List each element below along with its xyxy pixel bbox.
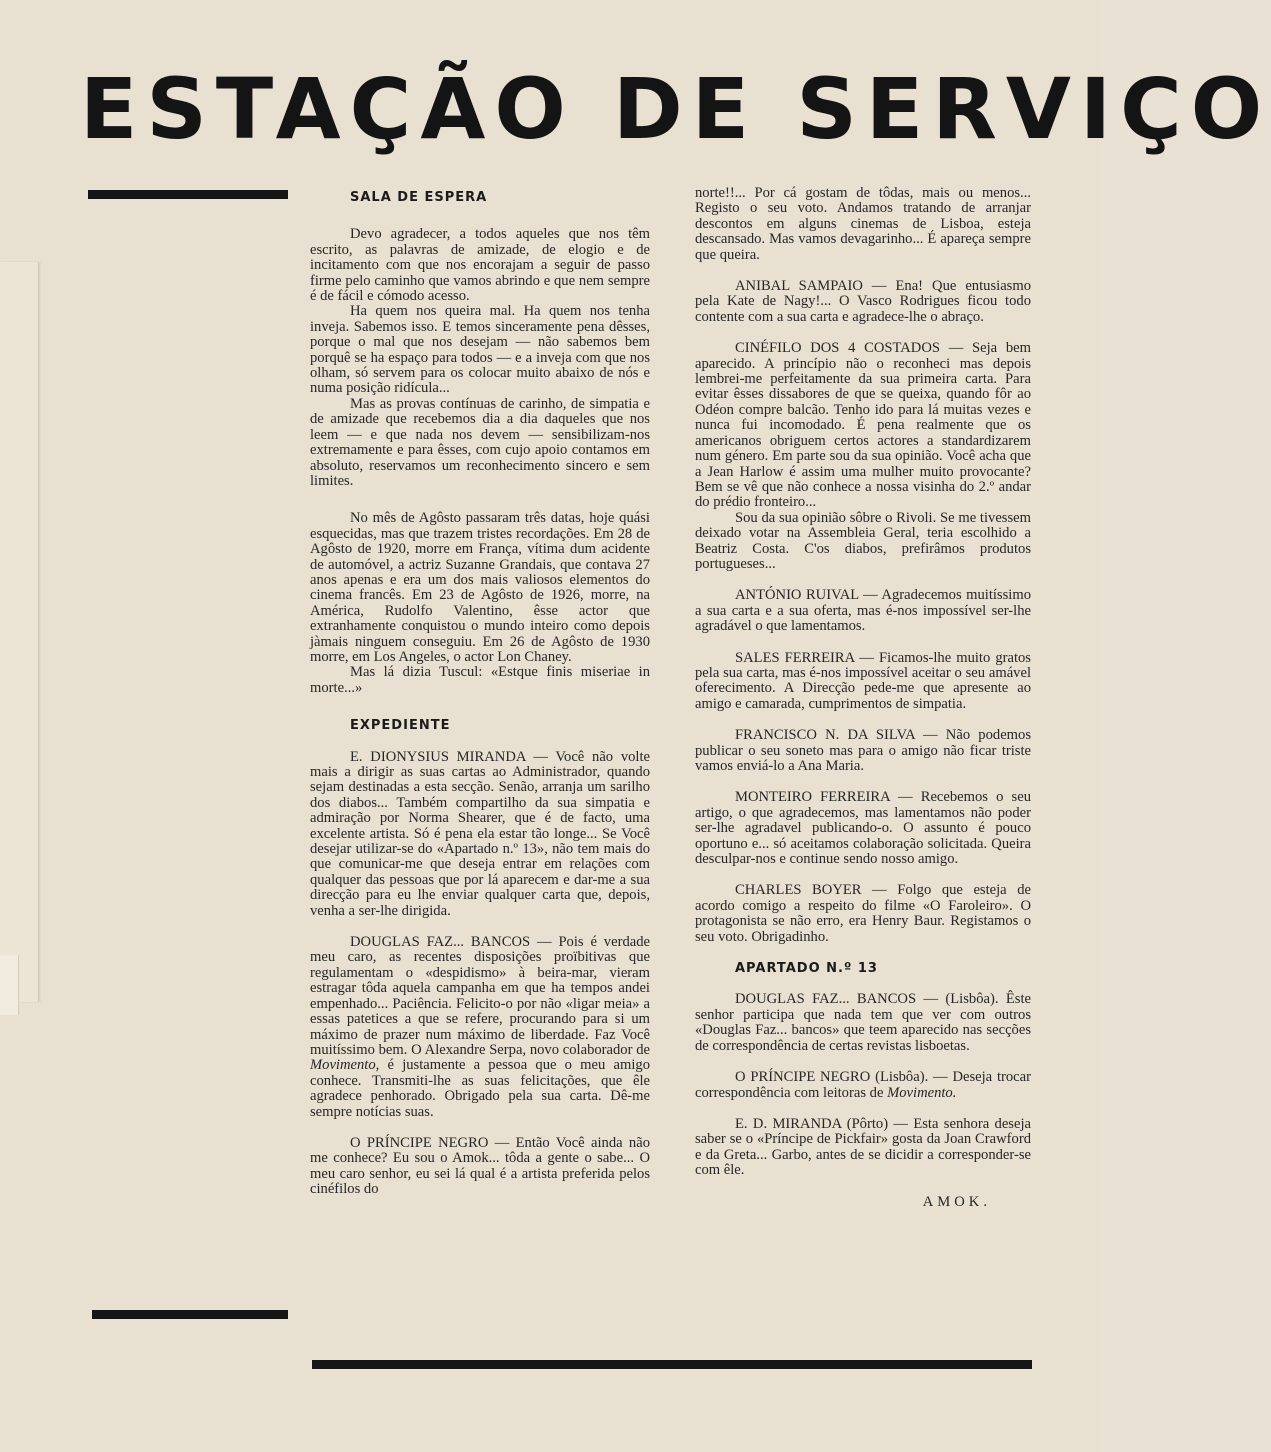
reply-paragraph: DOUGLAS FAZ... BANCOS — (Lisbôa). Êste senhor participa que nada tem que ver com outros «Douglas Faz... bancos» que teem aparecido nas secções de correspondência de certas revistas lisboetas. xyxy=(695,991,1031,1054)
paragraph: Mas as provas contínuas de carinho, de simpatia e de amizade que recebemos dia a dia daqueles que nos leem — e que nada nos devem — sensibilizam-nos extremamente e para êsses, com cujo apoio contamos em absoluto, reservamos um reconhecimento sincero e sem limites. xyxy=(310,395,650,489)
paragraph: Devo agradecer, a todos aqueles que nos têm escrito, as palavras de amizade, de elogio e de incitamento com que nos encorajam a seguir de passo firme pelo caminho que vamos abrindo e que nem sempre é de fácil e cómodo acesso. xyxy=(310,226,650,305)
section-heading-sala-de-espera: SALA DE ESPERA xyxy=(350,190,488,205)
reply-paragraph: ANTÓNIO RUIVAL — Agradecemos muitíssimo a sua carta e a sua oferta, mas é-nos impossível ser-lhe agradável o que lamentamos. xyxy=(695,587,1031,635)
reply-paragraph: E. D. MIRANDA (Pôrto) — Esta senhora deseja saber se o «Príncipe de Pickfair» gosta da Joan Crawford e da Greta... Garbo, antes de se dicidir a corresponder-se com êle. xyxy=(695,1115,1031,1179)
reply-paragraph: CINÉFILO DOS 4 COSTADOS — Seja bem aparecido. A princípio não o reconheci mas depois lembrei-me perfeitamente da sua primeira carta. Para evitar êsses dissabores de que se queixa, quando fôr ao Odéon compre balcão. Tenho ido para lá muitas vezes e nunca fui incomodado. É pena realmente que os americanos obriguem certos actores a standardizarem num género. Em parte sou da sua opinião. Você acha que a Jean Harlow é assim uma mulher muito provocante? Bem se vê que não conhece a nossa visinha do 2.º andar do prédio fronteiro... xyxy=(695,340,1031,511)
reply-paragraph: CHARLES BOYER — Folgo que esteja de acordo comigo a respeito do filme «O Faroleiro». O protagonista se não erro, era Henry Baur. Registamos o seu voto. Obrigadinho. xyxy=(695,882,1031,945)
reply-paragraph: MONTEIRO FERREIRA — Recebemos o seu artigo, o que agradecemos, mas lamentamos não poder ser-lhe agradavel publicando-o. O assunto é pouco oportuno e... só aceitamos colaboração solicitada. Queira desculpar-nos e continue sendo nosso amigo. xyxy=(695,789,1031,868)
reply-paragraph: O PRÍNCIPE NEGRO — Então Você ainda não me conhece? Eu sou o Amok... tôda a gente o sabe... O meu caro senhor, eu sei lá qual é a artista preferida pelos cinéfilos do xyxy=(310,1134,650,1198)
page-title: ESTAÇÃO DE SERVIÇO xyxy=(80,60,1271,158)
bottom-rule xyxy=(312,1360,1032,1369)
paper-tab xyxy=(0,955,19,1015)
reply-paragraph: SALES FERREIRA — Ficamos-lhe muito gratos pela sua carta, mas é-nos impossível aceitar o seu amável oferecimento. A Direcção pede-me que apresente ao amigo e camarada, cumprimentos de simpatia. xyxy=(695,649,1031,712)
paragraph: No mês de Agôsto passaram três datas, hoje quási esquecidas, mas que trazem tristes recordações. Em 28 de Agôsto de 1920, morre em França, vítima dum acidente de automóvel, a actriz Suzanne Grandais, que contava 27 anos apenas e era um dos mais valiosos elementos do cinema francês. Em 23 de Agôsto de 1926, morre, na América, Rudolfo Valentino, êsse actor que extranhamente conquistou o mundo inteiro como depois jàmais ninguem conseguiu. Em 26 de Agôsto de 1930 morre, em Los Angeles, o actor Lon Chaney. xyxy=(310,510,650,665)
reply-paragraph: E. DIONYSIUS MIRANDA — Você não volte mais a dirigir as suas cartas ao Administrador, quando sejam destinadas a esta secção. Senão, arranja um sarilho dos diabos... Também compartilho da sua simpatia e admiração por Norma Shearer, que é de facto, uma excelente artista. Só é pena ela estar tão longe... Se Você desejar utilizar-se do «Apartado n.º 13», não tem mais do que comunicar-me que deseja entrar em relações com qualquer das pessoas que por lá aparecem e dar-me a sua direcção para eu lhe enviar qualquer carta que, depois, venha a ser-lhe dirigida. xyxy=(310,748,650,919)
right-column xyxy=(695,186,1031,1210)
paragraph: Ha quem nos queira mal. Ha quem nos tenha inveja. Sabemos isso. E temos sinceramente pena dêsses, porque o mal que nos desejam — não sabemos bem porquê se ha espaço para todos — e a inveja com que nos olham, só servem para os colocar muito abaixo de nós e numa posição ridícula... xyxy=(310,303,650,397)
left-top-rule xyxy=(88,190,288,199)
paper-flap xyxy=(0,262,39,1002)
section-heading-apartado: APARTADO N.º 13 xyxy=(735,961,878,977)
paragraph: norte!!... Por cá gostam de tôdas, mais ou menos... Registo o seu voto. Andamos tratando de arranjar descontos em alguns cinemas de Lisboa, esteja descansado. Mas vamos devagarinho... É apareça sempre que queira. xyxy=(695,185,1031,263)
reply-paragraph: O PRÍNCIPE NEGRO (Lisbôa). — Deseja trocar correspondência com leitoras de Movimento. xyxy=(695,1069,1031,1101)
left-column xyxy=(310,190,650,1198)
section-heading-expediente: EXPEDIENTE xyxy=(350,718,451,734)
paragraph: Mas lá dizia Tuscul: «Estque finis miseriae in morte...» xyxy=(310,664,650,696)
paragraph: Sou da sua opinião sôbre o Rivoli. Se me tivessem deixado votar na Assembleia Geral, teria escolhido a Beatriz Costa. C'os diabos, prefirâmos produtos portugueses... xyxy=(695,509,1031,572)
reply-paragraph: FRANCISCO N. DA SILVA — Não podemos publicar o seu soneto mas para o amigo não ficar triste vamos enviá-lo a Ana Maria. xyxy=(695,727,1031,774)
signature: AMOK. xyxy=(922,1193,991,1210)
left-bottom-rule xyxy=(92,1310,288,1319)
reply-paragraph: ANIBAL SAMPAIO — Ena! Que entusiasmo pela Kate de Nagy!... O Vasco Rodrigues ficou todo contente com a sua carta e agradece-lhe o abraço. xyxy=(695,278,1031,325)
reply-paragraph: DOUGLAS FAZ... BANCOS — Pois é verdade meu caro, as recentes disposições proïbitivas que regulamentam o «despidismo» à beira-mar, vieram estragar tôda aquela campanha em que ha tempos andei empenhado... Paciência. Felicito-o por não «ligar meia» a essas patetices a que se refere, procurando para si um máximo de prazer num máximo de liberdade. Faz Você muitíssimo bem. O Alexandre Serpa, novo colaborador de Movimento, é justamente a pessoa que o meu amigo conhece. Transmiti-lhe as suas felicitações, que êle agradece penhorado. Obrigado pela sua carta. Dê-me sempre notícias suas. xyxy=(310,934,650,1120)
